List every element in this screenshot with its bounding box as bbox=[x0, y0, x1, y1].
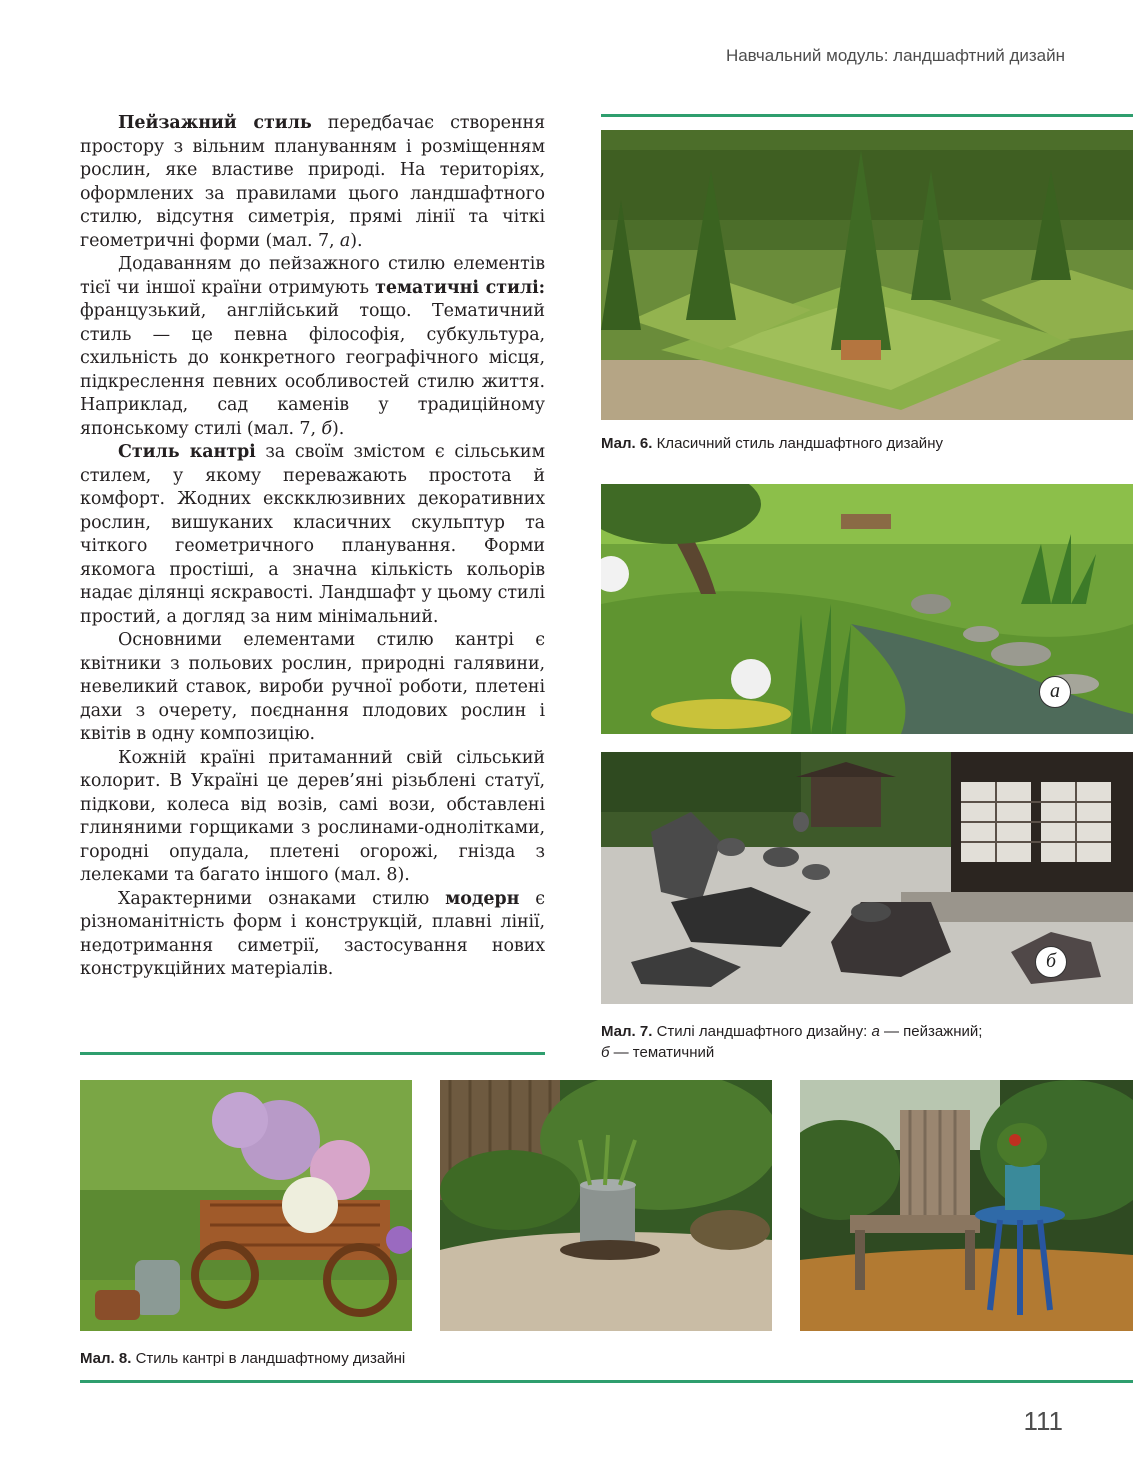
fig6-caption: Мал. 6. Класичний стиль ландшафтного дизайну bbox=[601, 435, 943, 452]
fig8-caption: Мал. 8. Стиль кантрі в ландшафтному дизайні bbox=[80, 1350, 406, 1367]
paragraph-country-style: Стиль кантрі за своїм змістом є сільським стилем, у якому переважають простота й комфорт. Жодних екскклюзивних декоративних рослин, вишуканих класичних скульптур та чіткого геометричного планування. Форми якомога простіші, а значна кількість кольорів надає ділянці яскравості. Ландшафт у цьому стилі простий, а догляд за ним мінімальний. bbox=[80, 442, 546, 627]
badge-a: а bbox=[1039, 676, 1071, 708]
top-right-rule bbox=[601, 114, 1133, 117]
fig7-caption: Мал. 7. Стилі ландшафтного дизайну: а — пейзажний; б — тематичний bbox=[601, 1023, 983, 1061]
paragraph-landscape-style: Пейзажний стиль передбачає створення простору з вільним плануванням і розміщенням рослин, яке властиве природі. На територіях, оформлених за правилами цього ландшафтного стилю, відсутня симетрія, прямі лінії та чіткі геометричні форми (мал. 7, а). bbox=[80, 113, 546, 251]
text-bottom-rule bbox=[80, 1052, 545, 1055]
paragraph-thematic-styles: Додаванням до пейзажного стилю елементів тієї чи іншої країни отримують тематичні стилі: французький, англійський тощо. Тематичний стиль — це певна філософія, субкультура, схильність до конкретного географічного місця, підкреслення певних особливостей стилю життя. Наприклад, сад каменів у традиційному японському стилі (мал. 7, б). bbox=[80, 254, 545, 439]
badge-b: б bbox=[1035, 946, 1067, 978]
photo-classical-garden bbox=[601, 130, 1133, 420]
running-header: Навчальний модуль: ландшафтний дизайн bbox=[725, 46, 1065, 65]
page-bottom-rule bbox=[80, 1380, 1133, 1383]
photo-country-chair bbox=[800, 1080, 1133, 1331]
page-number: 111 bbox=[1023, 1406, 1063, 1436]
photo-country-cart bbox=[80, 1080, 412, 1331]
paragraph-country-colorit: Кожній країні притаманний свій сільський колорит. В Україні це дерев’яні різьблені статуї, підкови, колеса від возів, самі вози, обставлені глиняними горщиками з рослинами-однолітками, городні опудала, плетені огорожі, гнізда з лелеками та багато іншого (мал. 8). bbox=[80, 747, 545, 885]
paragraph-country-elements: Основними елементами стилю кантрі є квітники з польових рослин, природні галявини, невеликий ставок, вироби ручної роботи, плетені дахи з очерету, поєднання плодових рослин і квітів в одну композицію. bbox=[80, 630, 545, 744]
photo-country-gravel bbox=[440, 1080, 772, 1331]
paragraph-modern-style: Характерними ознаками стилю модерн є різноманітність форм і конструкцій, плавні лінії, недотримання симетрії, застосування нових конструкційних матеріалів. bbox=[80, 888, 545, 979]
body-text-column bbox=[80, 112, 545, 982]
